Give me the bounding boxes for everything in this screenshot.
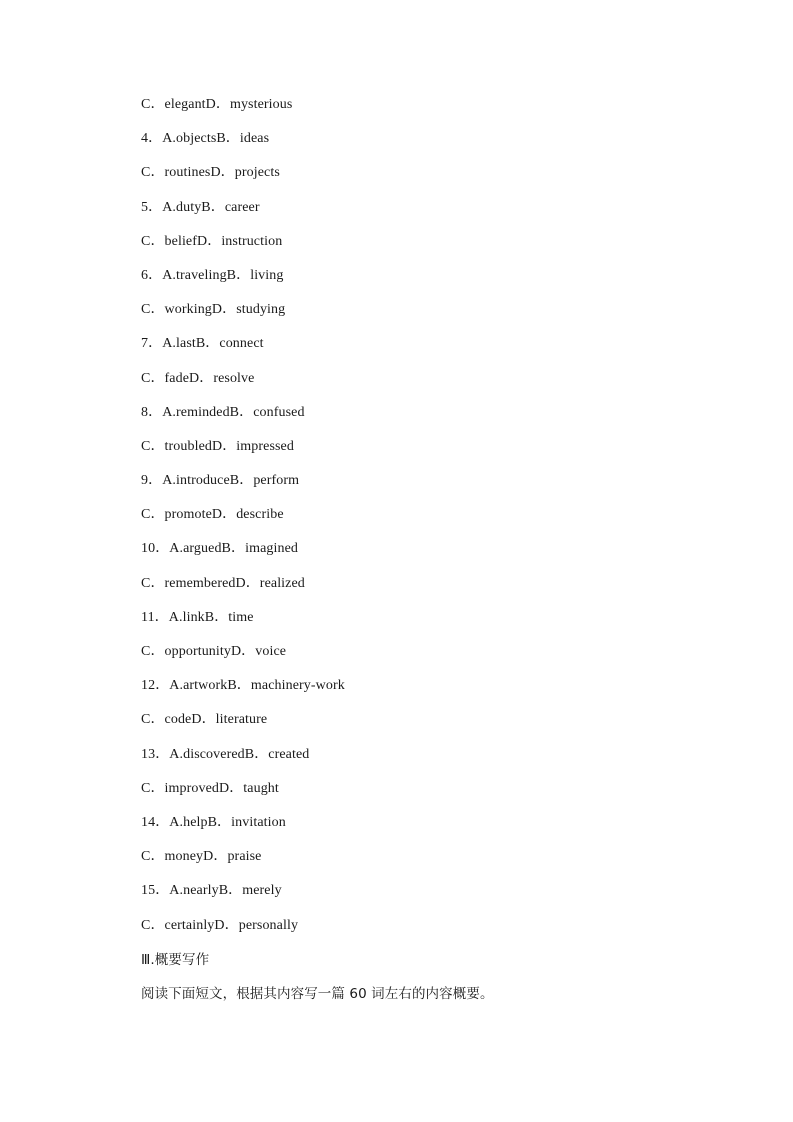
option-line: C．improvedD．taught (141, 780, 279, 796)
option-line: 6．A.travelingB．living (141, 267, 284, 283)
option-line: C．moneyD．praise (141, 849, 262, 865)
option-line: 4．A.objectsB．ideas (141, 131, 270, 147)
option-line: 11．A.linkB．time (141, 609, 254, 625)
option-line: C．promoteD．describe (141, 507, 284, 523)
option-line: 14．A.helpB．invitation (141, 814, 286, 830)
option-line: 8．A.remindedB．confused (141, 404, 305, 420)
option-line: 9．A.introduceB．perform (141, 473, 300, 489)
option-line: C．beliefD．instruction (141, 233, 283, 249)
option-line: C．opportunityD．voice (141, 644, 287, 659)
option-line: 12．A.artworkB．machinery-work (141, 678, 345, 694)
option-line: C．routinesD．projects (141, 165, 280, 181)
document-content (141, 94, 701, 1017)
instruction-text: 阅读下面短文，根据其内容写一篇 60 词左右的内容概要。 (141, 985, 494, 1002)
section-heading: Ⅲ.概要写作 (141, 951, 210, 968)
option-line: C．troubledD．impressed (141, 438, 294, 454)
option-line: C．workingD．studying (141, 302, 286, 318)
option-line: 7．A.lastB．connect (141, 336, 264, 352)
option-line: C．elegantD．mysterious (141, 97, 293, 112)
option-line: C．codeD．literature (141, 712, 268, 728)
option-line: 15．A.nearlyB．merely (141, 883, 282, 899)
option-line: 10．A.arguedB．imagined (141, 541, 298, 557)
option-line: C．certainlyD．personally (141, 917, 299, 933)
option-line: 13．A.discoveredB．created (141, 746, 310, 762)
option-line: C．fadeD．resolve (141, 370, 255, 386)
option-line: 5．A.dutyB．career (141, 199, 260, 215)
option-line: C．rememberedD．realized (141, 575, 305, 591)
